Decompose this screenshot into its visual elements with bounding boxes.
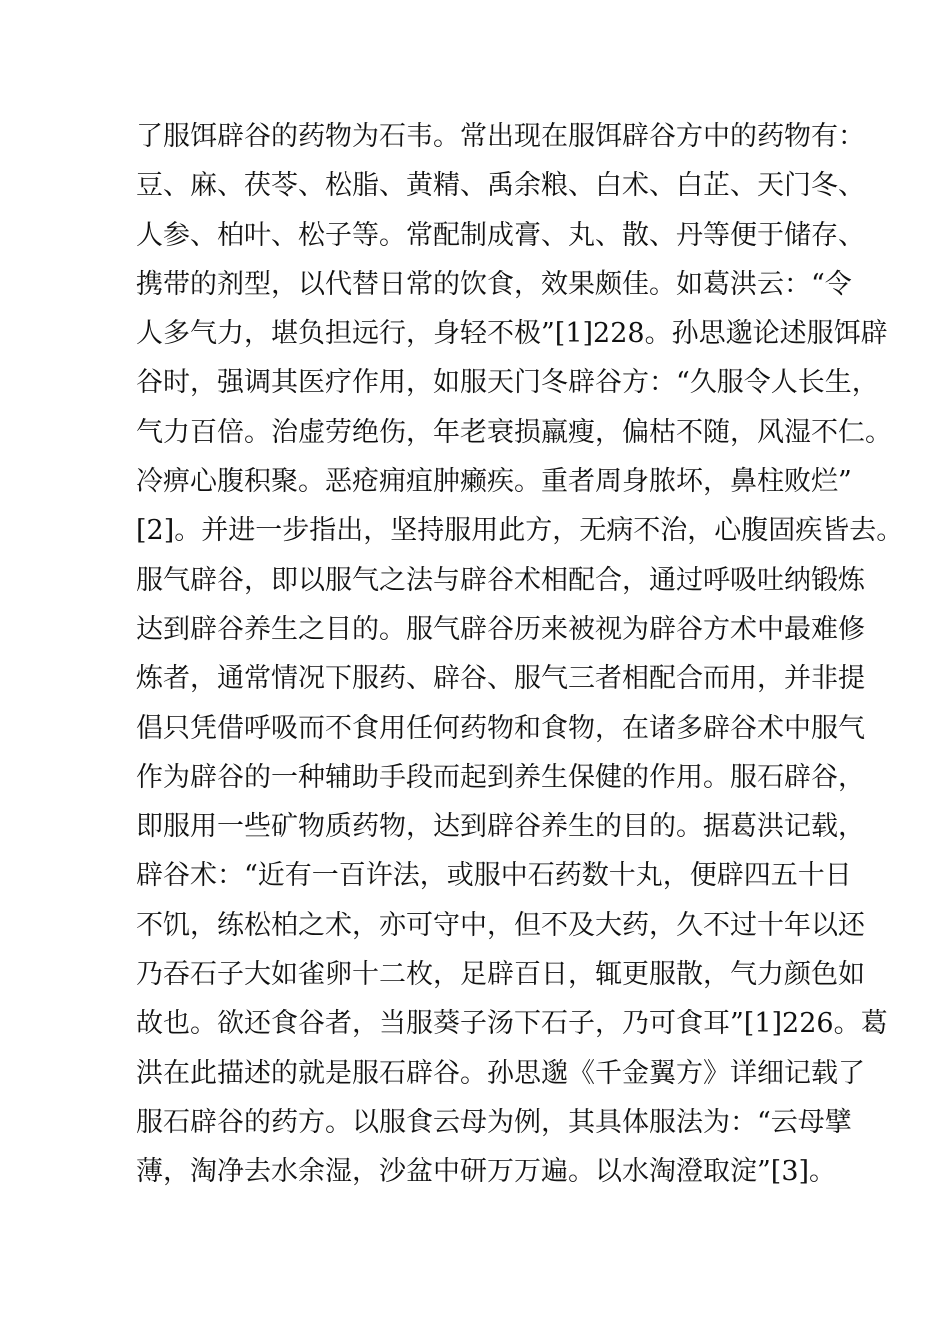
text-line-11: 达到辟谷养生之目的。服气辟谷历来被视为辟谷方术中最难修	[136, 613, 865, 645]
body-text	[136, 112, 904, 1197]
text-line-17: 不饥，练松柏之术，亦可守中，但不及大药，久不过十年以还	[136, 909, 865, 941]
text-line-4: 携带的剂型，以代替日常的饮食，效果颇佳。如葛洪云：“令	[136, 268, 852, 300]
text-line-13: 倡只凭借呼吸而不食用任何药物和食物，在诸多辟谷术中服气	[136, 712, 865, 744]
text-line-10: 服气辟谷，即以服气之法与辟谷术相配合，通过呼吸吐纳锻炼	[136, 564, 865, 596]
text-line-1: 了服饵辟谷的药物为石韦。常出现在服饵辟谷方中的药物有：	[136, 121, 865, 152]
text-line-19: 故也。欲还食谷者，当服葵子汤下石子，乃可食耳”[1]226。葛	[136, 1008, 888, 1040]
text-line-21: 服石辟谷的药方。以服食云母为例，其具体服法为：“云母擘	[136, 1106, 852, 1138]
text-line-8: 冷痹心腹积聚。恶疮痈疽肿癞疾。重者周身脓坏，鼻柱败烂”	[136, 466, 852, 498]
text-line-2: 豆、麻、茯苓、松脂、黄精、禹余粮、白术、白芷、天门冬、	[136, 170, 865, 202]
text-line-18: 乃吞石子大如雀卵十二枚，足辟百日，辄更服散，气力颜色如	[136, 959, 865, 991]
text-line-15: 即服用一些矿物质药物，达到辟谷养生的目的。据葛洪记载，	[136, 811, 865, 843]
text-line-20: 洪在此描述的就是服石辟谷。孙思邈《千金翼方》详细记载了	[136, 1057, 865, 1089]
text-line-3: 人参、柏叶、松子等。常配制成膏、丸、散、丹等便于储存、	[136, 219, 865, 251]
text-line-6: 谷时，强调其医疗作用，如服天门冬辟谷方：“久服令人长生，	[136, 367, 879, 399]
text-line-5: 人多气力，堪负担远行，身轻不极”[1]228。孙思邈论述服饵辟	[136, 318, 888, 350]
text-line-7: 气力百倍。治虚劳绝伤，年老衰损羸瘦，偏枯不随，风湿不仁。	[136, 416, 892, 448]
text-line-16: 辟谷术：“近有一百许法，或服中石药数十丸，便辟四五十日	[136, 860, 852, 892]
text-line-22: 薄，淘净去水余湿，沙盆中研万万遍。以水淘澄取淀”[3]。	[136, 1156, 837, 1188]
text-line-12: 炼者，通常情况下服药、辟谷、服气三者相配合而用，并非提	[136, 663, 865, 695]
text-line-14: 作为辟谷的一种辅助手段而起到养生保健的作用。服石辟谷，	[136, 761, 865, 793]
text-line-9: [2]。并进一步指出，坚持服用此方，无病不治，心腹固疾皆去。	[136, 515, 904, 547]
